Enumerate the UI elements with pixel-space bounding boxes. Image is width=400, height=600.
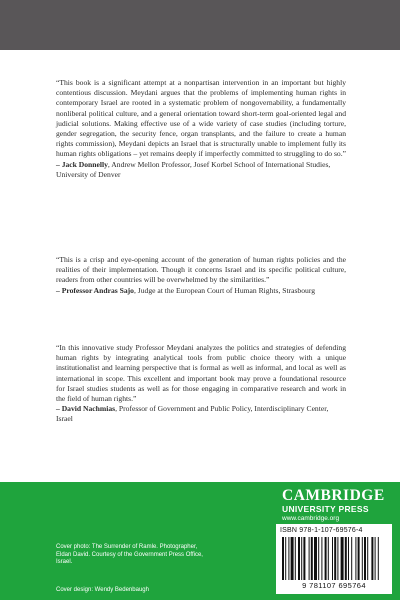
top-band: [0, 0, 400, 50]
endorsement-2-affiliation: , Judge at the European Court of Human Rights, Strasbourg: [133, 285, 316, 295]
endorsement-2-attribution: [56, 286, 346, 296]
endorsement-3-attribution: [56, 404, 346, 424]
publisher-name: CAMBRIDGE: [282, 487, 385, 504]
barcode-digits: 9 781107 695764: [302, 581, 366, 590]
endorsements-panel: [0, 50, 400, 482]
publisher-logo: [282, 488, 392, 523]
endorsement-2-text: “This is a crisp and eye-opening account of the generation of human rights policies and the realities of their implementation. Though it concerns Israel and its specific political culture, readers from other countries will be overwhelmed by the similarities.”: [56, 255, 346, 285]
endorsement-3-text: “In this innovative study Professor Meydani analyzes the politics and strategies of defending human rights by integrating analytical tools from public choice theory with a unique institutionalist and learning perspective that is formal as well as informal, and local as well as international in scope. This excellent and important book may prove a foundational resource for Israel studies students as well as for those engaging in comparative research and work in the field of human rights.”: [56, 343, 346, 404]
publisher-url: www.cambridge.org: [282, 515, 340, 522]
endorsement-1-affiliation: , Andrew Mellon Professor, Josef Korbel School of International Studies, University of Denver: [56, 159, 331, 179]
endorsement-3: [56, 343, 346, 425]
publisher-band: [0, 482, 400, 600]
endorsement-2: [56, 255, 346, 296]
endorsement-1-text: “This book is a significant attempt at a nonpartisan intervention in an important but highly contentious discussion. Meydani argues that the problems of implementing human rights in contemporary Israel are rooted in a systematic problem of nongovernability, a fundamentally nonliberal political culture, and a general orientation toward short-term goal-oriented legal and judicial solutions. Making effective use of a wide variety of case studies (including torture, gender segregation, the security fence, organ transplants, and the failure to create a human rights commission), Meydani depicts an Israel that is structurally unable to implement fully its human rights obligations – yet remains deeply if imperfectly committed to struggling to do so.”: [56, 78, 346, 159]
publisher-subtitle: UNIVERSITY PRESS: [282, 504, 369, 514]
photo-credit: Cover photo: The Surrender of Ramle. Photographer, Eldan David. Courtesy of the Government Press Office, Israel.: [56, 544, 203, 566]
endorsement-1-attribution: [56, 160, 346, 180]
design-credit: Cover design: Wendy Bedenbaugh: [56, 587, 149, 593]
endorsement-1: [56, 78, 346, 180]
endorsement-3-affiliation: , Professor of Government and Public Policy, Interdisciplinary Center, Israel: [56, 404, 329, 424]
barcode-icon: [282, 537, 386, 580]
endorsement-2-author: – Professor Andras Sajo: [56, 285, 134, 295]
barcode-block: [276, 524, 392, 594]
isbn-label: ISBN 978-1-107-69576-4: [280, 527, 363, 534]
endorsement-3-author: – David Nachmias: [56, 404, 116, 414]
endorsement-1-author: – Jack Donnelly: [56, 159, 108, 169]
